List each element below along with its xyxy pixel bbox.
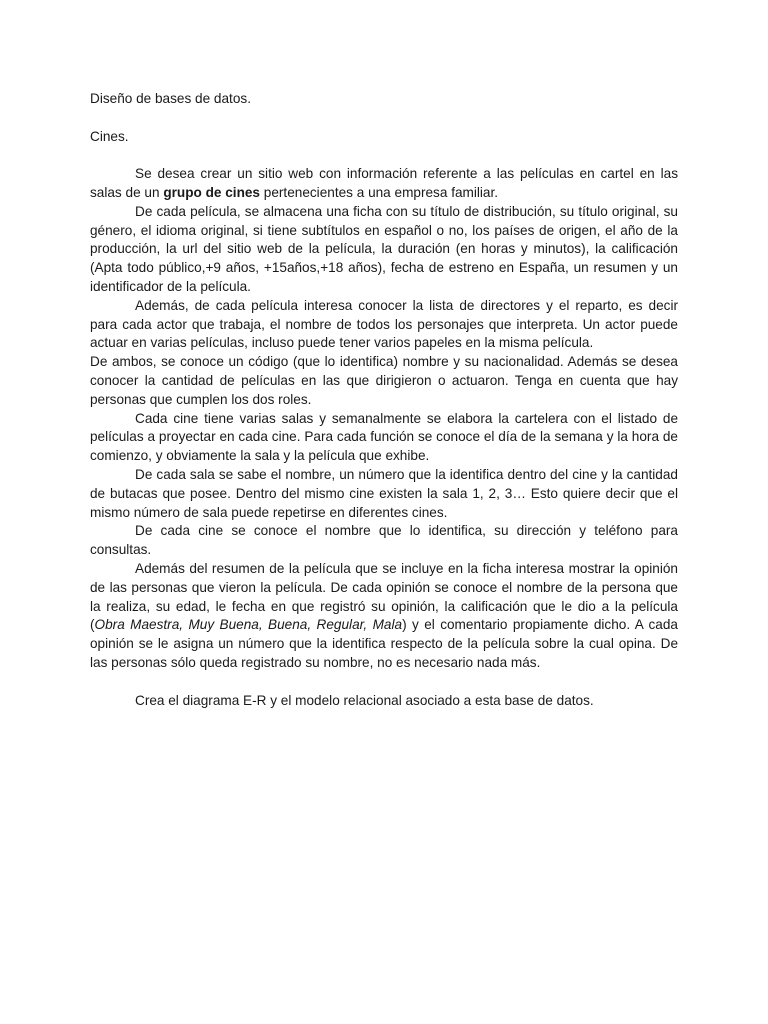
paragraph-persons: De ambos, se conoce un código (que lo identifica) nombre y su nacionalidad. Además se desea conocer la cantidad de películas en las que dirigieron o actuaron. Tenga en cuenta que hay personas que cumplen los dos roles. (90, 354, 678, 407)
paragraph-opinions-end: ) y el comentario propiamente dicho. A cada opinión se le asigna un número que la identifica respecto de la película sobre la cual opina. De las personas sólo queda registrado su nombre, no es necesario nada más. (90, 617, 678, 670)
paragraph-intro-text: Se desea crear un sitio web con información referente a las películas en cartel en las salas de un (90, 166, 678, 200)
paragraph-opinions (90, 560, 678, 673)
paragraph-intro-end: pertenecientes a una empresa familiar. (260, 184, 499, 200)
section-heading: Cines. (90, 128, 129, 144)
paragraph-opinions-ratings: Obra Maestra, Muy Buena, Buena, Regular, Mala (94, 617, 403, 633)
document-body (90, 90, 678, 710)
paragraph-film-record: De cada película, se almacena una ficha con su título de distribución, su título original, su género, el idioma original, si tiene subtítulos en español o no, los países de origen, el año de la producción, la url del sitio web de la película, la duración (en horas y minutos), la calificación (Apta todo público,+9 años, +15años,+18 años), fecha de estreno en España, un resumen y un identificador de la película. (90, 203, 678, 294)
paragraph-directors-cast: Además, de cada película interesa conocer la lista de directores y el reparto, es decir para cada actor que trabaja, el nombre de todos los personajes que interpreta. Un actor puede actuar en varias películas, incluso puede tener varios papeles en la misma película. (90, 297, 678, 351)
paragraph-cinema-info: De cada cine se conoce el nombre que lo identifica, su dirección y teléfono para consultas. (90, 523, 678, 558)
document-title: Diseño de bases de datos. (90, 91, 251, 106)
paragraph-rooms: De cada sala se sabe el nombre, un número que la identifica dentro del cine y la cantidad de butacas que posee. Dentro del mismo cine existen la sala 1, 2, 3… Esto quiere decir que el mismo número de sala puede repetirse en diferentes cines. (90, 466, 678, 520)
paragraph-cinemas-schedule: Cada cine tiene varias salas y semanalmente se elabora la cartelera con el listado de películas a proyectar en cada cine. Para cada función se conoce el día de la semana y la hora de comienzo, y obviamente la sala y la película que exhibe. (90, 410, 678, 464)
paragraph-task: Crea el diagrama E-R y el modelo relacional asociado a esta base de datos. (135, 692, 594, 708)
paragraph-intro (90, 165, 678, 203)
paragraph-intro-bold: grupo de cines (163, 184, 260, 200)
paragraph-opinions-text: Además del resumen de la película que se incluye en la ficha interesa mostrar la opinión de las personas que vieron la película. De cada opinión se conoce el nombre de la persona que la realiza, su edad, le fecha en que registró su opinión, la calificación que le dio a la película ( (90, 560, 678, 633)
